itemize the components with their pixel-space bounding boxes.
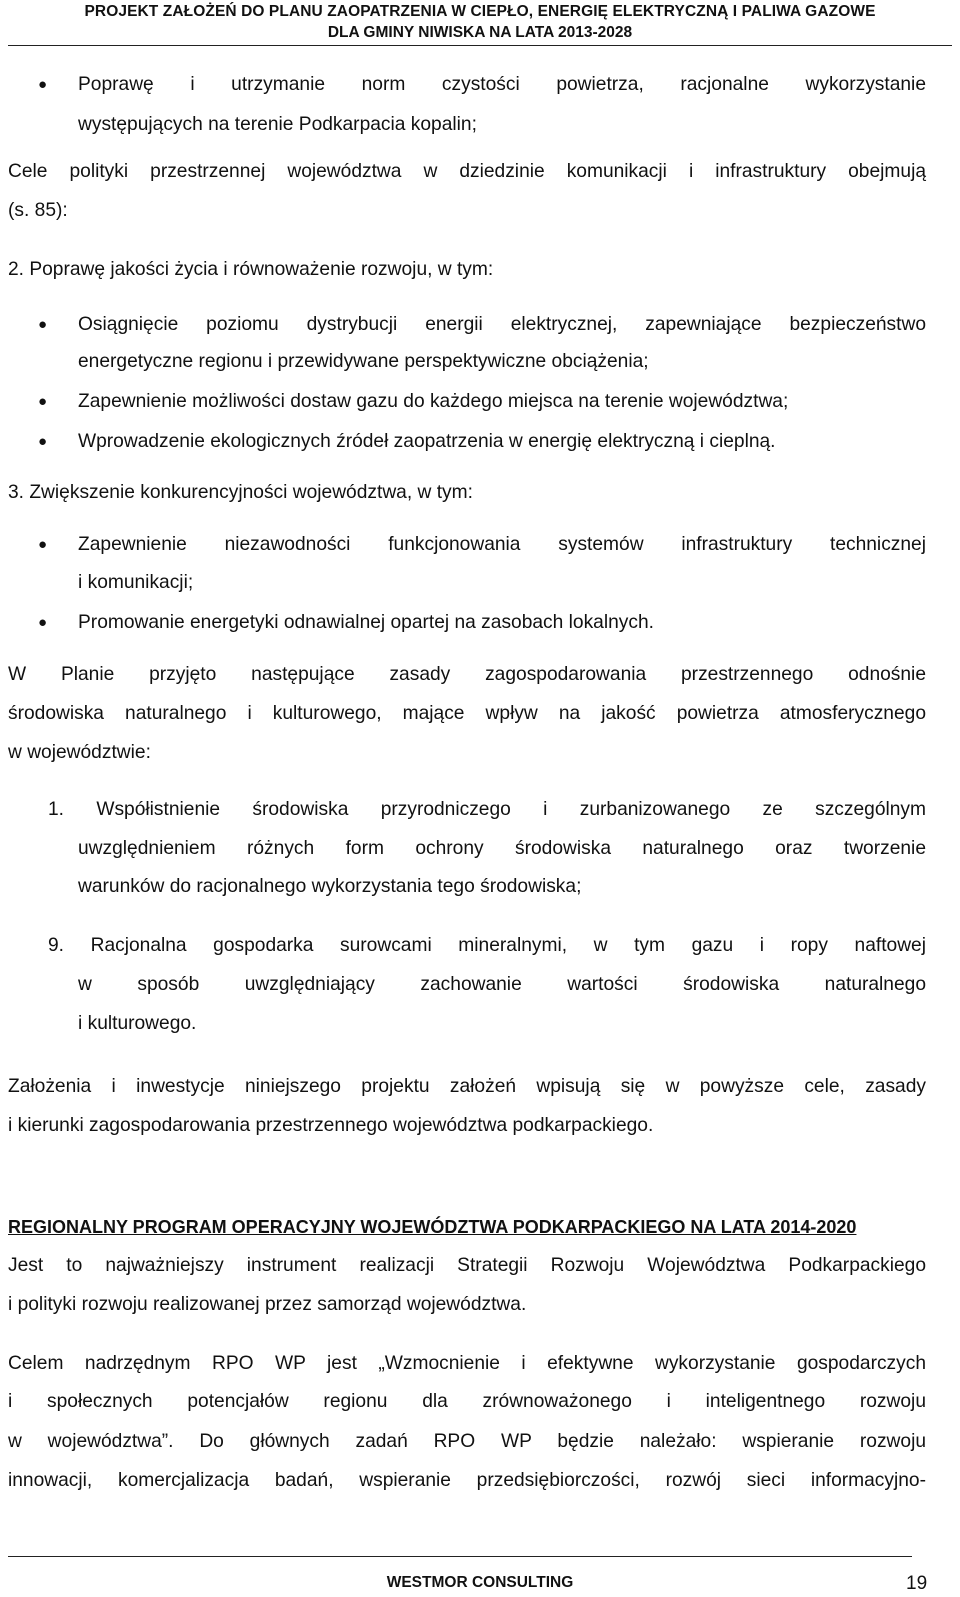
paragraph-line: w województwie:	[8, 742, 151, 763]
numbered-item-3: 3. Zwiększenie konkurencyjności województwa, w tym:	[8, 482, 473, 503]
bullet-icon: ●	[38, 433, 48, 450]
paragraph-line: w województwa”. Do głównych zadań RPO WP będzie należało: wspieranie rozwoju	[8, 1431, 926, 1452]
numbered-item-2: 2. Poprawę jakości życia i równoważenie rozwoju, w tym:	[8, 259, 494, 280]
paragraph-line: i społecznych potencjałów regionu dla zrównoważonego i inteligentnego rozwoju	[8, 1391, 926, 1412]
bullet-text-line: Poprawę i utrzymanie norm czystości powietrza, racjonalne wykorzystanie	[78, 74, 926, 95]
numbered-item-line: warunków do racjonalnego wykorzystania tego środowiska;	[78, 876, 582, 897]
header-title-line2	[0, 24, 960, 42]
header-text: DLA GMINY NIWISKA NA LATA 2013-2028	[327, 24, 633, 41]
numbered-item-line: i kulturowego.	[78, 1013, 197, 1034]
header-divider	[8, 45, 952, 46]
bullet-text-line: Zapewnienie możliwości dostaw gazu do każdego miejsca na terenie województwa;	[78, 391, 789, 412]
page-number: 19	[906, 1573, 928, 1594]
header-text: PROJEKT ZAŁOŻEŃ DO PLANU ZAOPATRZENIA W CIEPŁO, ENERGIĘ ELEKTRYCZNĄ I PALIWA GAZOWE	[84, 3, 876, 20]
numbered-item-line: w sposób uwzględniający zachowanie wartości środowiska naturalnego	[78, 974, 926, 995]
paragraph-line: i polityki rozwoju realizowanej przez samorząd województwa.	[8, 1294, 527, 1315]
paragraph-line: W Planie przyjęto następujące zasady zagospodarowania przestrzennego odnośnie	[8, 664, 926, 685]
footer-company-text: WESTMOR CONSULTING	[386, 1574, 574, 1591]
bullet-icon: ●	[38, 536, 48, 553]
paragraph-line: Założenia i inwestycje niniejszego projektu założeń wpisują się w powyższe cele, zasady	[8, 1076, 926, 1097]
bullet-icon: ●	[38, 614, 48, 631]
footer-divider	[8, 1556, 912, 1557]
footer-company	[0, 1574, 960, 1592]
paragraph-line: (s. 85):	[8, 200, 68, 221]
paragraph-line: i kierunki zagospodarowania przestrzennego województwa podkarpackiego.	[8, 1115, 654, 1136]
paragraph-line: innowacji, komercjalizacja badań, wspieranie przedsiębiorczości, rozwój sieci informacyjno-	[8, 1470, 926, 1491]
numbered-item-9: 9. Racjonalna gospodarka surowcami mineralnymi, w tym gazu i ropy naftowej	[48, 935, 926, 956]
section-heading	[8, 1217, 856, 1239]
bullet-icon: ●	[38, 76, 48, 93]
bullet-icon: ●	[38, 316, 48, 333]
bullet-icon: ●	[38, 393, 48, 410]
numbered-item-line: uwzględnieniem różnych form ochrony środowiska naturalnego oraz tworzenie	[78, 838, 926, 859]
bullet-text-line: i komunikacji;	[78, 572, 194, 593]
paragraph-line: środowiska naturalnego i kulturowego, mające wpływ na jakość powietrza atmosferycznego	[8, 703, 926, 724]
paragraph-line: Jest to najważniejszy instrument realizacji Strategii Rozwoju Województwa Podkarpackiego	[8, 1255, 926, 1276]
bullet-text-line: Osiągnięcie poziomu dystrybucji energii elektrycznej, zapewniające bezpieczeństwo	[78, 314, 926, 335]
bullet-text-line: Wprowadzenie ekologicznych źródeł zaopatrzenia w energię elektryczną i cieplną.	[78, 431, 776, 452]
bullet-text-line: występujących na terenie Podkarpacia kopalin;	[78, 114, 477, 135]
numbered-item-1: 1. Współistnienie środowiska przyrodniczego i zurbanizowanego ze szczególnym	[48, 799, 926, 820]
bullet-text-line: Zapewnienie niezawodności funkcjonowania systemów infrastruktury technicznej	[78, 534, 926, 555]
section-heading-text: REGIONALNY PROGRAM OPERACYJNY WOJEWÓDZTWA PODKARPACKIEGO NA LATA 2014-2020	[8, 1217, 857, 1237]
header-title-line1	[0, 3, 960, 21]
bullet-text-line: energetyczne regionu i przewidywane perspektywiczne obciążenia;	[78, 351, 649, 372]
paragraph-line: Celem nadrzędnym RPO WP jest „Wzmocnienie i efektywne wykorzystanie gospodarczych	[8, 1353, 926, 1374]
paragraph-line: Cele polityki przestrzennej województwa w dziedzinie komunikacji i infrastruktury obejmują	[8, 161, 926, 182]
bullet-text-line: Promowanie energetyki odnawialnej opartej na zasobach lokalnych.	[78, 612, 654, 633]
